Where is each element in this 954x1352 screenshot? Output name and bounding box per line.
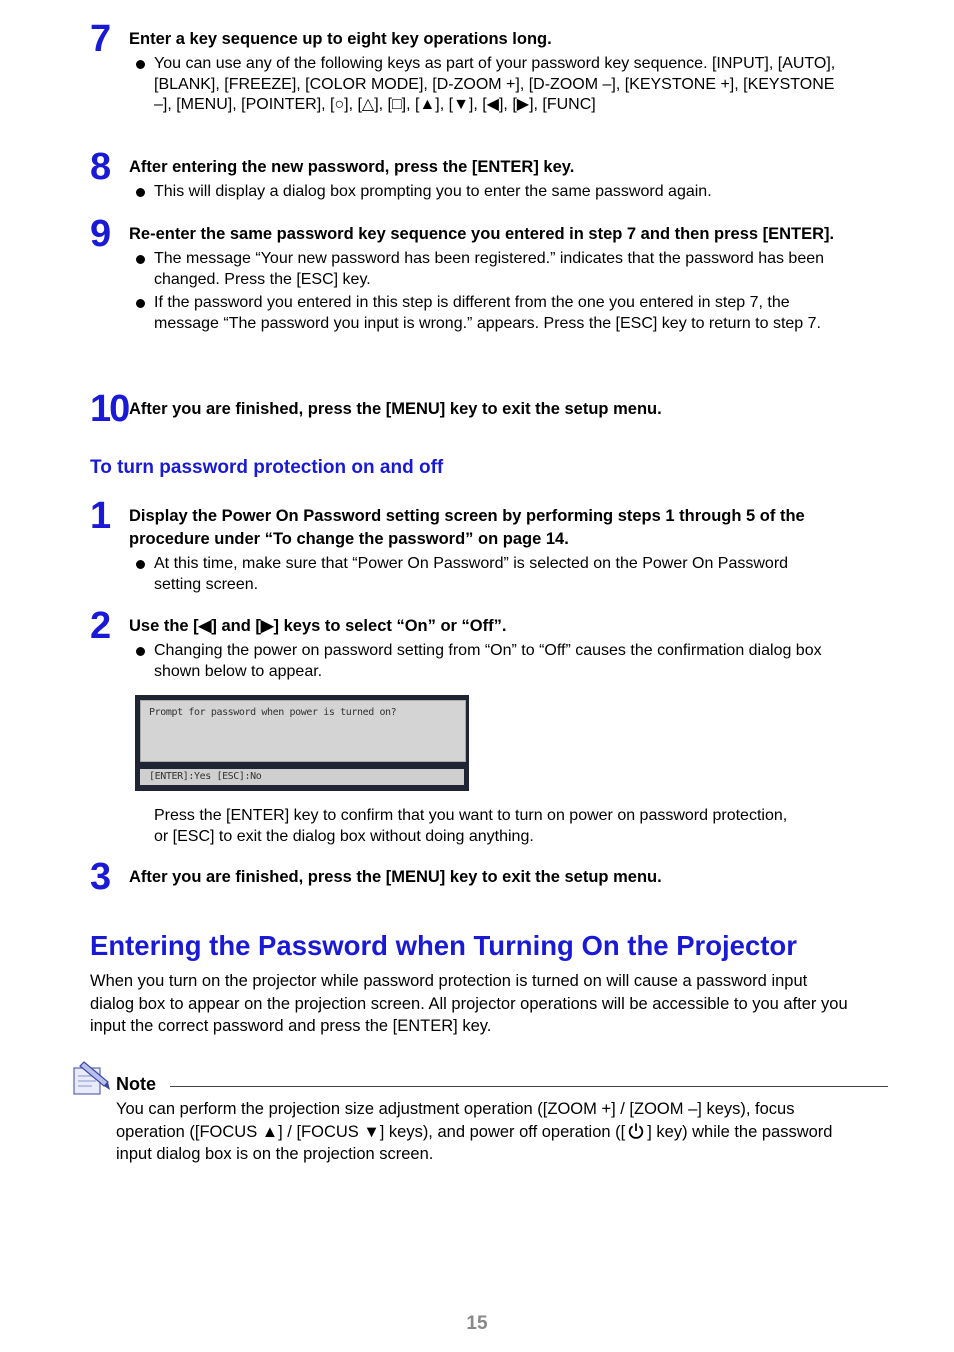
step-number: 7 (90, 18, 110, 60)
list-item (154, 554, 794, 595)
list-item-text: Changing the power on password setting from “On” to “Off” causes the confirmation dialog box shown below to appear. (154, 642, 822, 680)
subheading: To turn password protection on and off (90, 457, 444, 478)
note-divider (170, 1086, 888, 1087)
list-item (154, 293, 854, 334)
bullet-dot-icon (136, 188, 145, 197)
note-label: Note (116, 1074, 156, 1094)
step-heading: After you are finished, press the [MENU] key to exit the setup menu. (129, 868, 662, 886)
confirmation-dialog-image (135, 695, 469, 791)
list-item-text: At this time, make sure that “Power On Password” is selected on the Power On Password setting screen. (154, 555, 789, 593)
step-9 (90, 213, 860, 334)
list-item-text: This will display a dialog box prompting you to enter the same password again. (154, 183, 712, 200)
bullet-dot-icon (136, 60, 145, 69)
note-pencil-icon (70, 1058, 112, 1098)
step-number: 3 (90, 856, 110, 898)
bullet-dot-icon (136, 647, 145, 656)
step-10 (90, 388, 860, 430)
list-item (154, 182, 860, 203)
section-title: Entering the Password when Turning On the Projector (90, 930, 797, 961)
list-item-text: You can use any of the following keys as part of your password key sequence. [INPUT], [AUTO], [BLANK], [FREEZE], [COLOR MODE], [D-ZOOM +], [D-ZOOM –], [KEYSTONE +], [KEYSTONE –], [MENU], [POINTER], [○], [△], [□], [▲], [▼], [◀], [▶], [FUNC] (154, 55, 836, 113)
section-paragraph: When you turn on the projector while password protection is turned on will cause a password input dialog box to appear on the projection screen. All projector operations will be accessible to you after you input the correct password and press the [ENTER] key. (90, 972, 848, 1035)
step-heading: After you are finished, press the [MENU] key to exit the setup menu. (129, 400, 662, 418)
step-8 (90, 146, 860, 203)
note-text (116, 1098, 861, 1166)
step-heading: Use the [◀] and [▶] keys to select “On” or “Off”. (129, 617, 507, 635)
step-1 (90, 495, 860, 595)
bullet-dot-icon (136, 255, 145, 264)
dialog-prompt: Prompt for password when power is turned on? (149, 707, 397, 718)
after-dialog-block (90, 805, 860, 847)
note-text-before: You can perform the projection size adjustment operation ([ZOOM +] / [ZOOM –] keys), focus operation ([FOCUS ▲] / [FOCUS ▼] keys), and power off operation ([ (116, 1100, 795, 1141)
dialog-footer: [ENTER]:Yes [ESC]:No (149, 771, 262, 782)
step-7 (90, 18, 860, 116)
step-number: 9 (90, 213, 110, 255)
list-item (154, 641, 824, 682)
step-number: 8 (90, 146, 110, 188)
power-icon (627, 1122, 645, 1140)
note-text-after: ] key) while the password input dialog box is on the projection screen. (116, 1122, 833, 1163)
step-number: 2 (90, 605, 110, 647)
step-3 (90, 856, 860, 898)
step-heading: After entering the new password, press the [ENTER] key. (129, 158, 575, 176)
step-heading: Enter a key sequence up to eight key operations long. (129, 30, 552, 48)
bullet-dot-icon (136, 299, 145, 308)
page-number: 15 (466, 1313, 488, 1334)
list-item (154, 249, 854, 290)
list-item (154, 54, 854, 116)
step-heading: Re-enter the same password key sequence you entered in step 7 and then press [ENTER]. (129, 225, 835, 243)
step-heading: Display the Power On Password setting screen by performing steps 1 through 5 of the procedure under “To change the password” on page 14. (129, 507, 805, 548)
step-number: 10 (90, 388, 129, 430)
list-item-text: If the password you entered in this step is different from the one you entered in step 7, the message “The password you input is wrong.” appears. Press the [ESC] key to return to step 7. (154, 294, 821, 332)
step-2 (90, 605, 860, 682)
list-item-text: The message “Your new password has been registered.” indicates that the password has been changed. Press the [ESC] key. (154, 250, 825, 288)
bullet-dot-icon (136, 560, 145, 569)
step-number: 1 (90, 495, 110, 537)
after-dialog-text: Press the [ENTER] key to confirm that you want to turn on power on password protection, or [ESC] to exit the dialog box without doing anything. (154, 807, 788, 845)
